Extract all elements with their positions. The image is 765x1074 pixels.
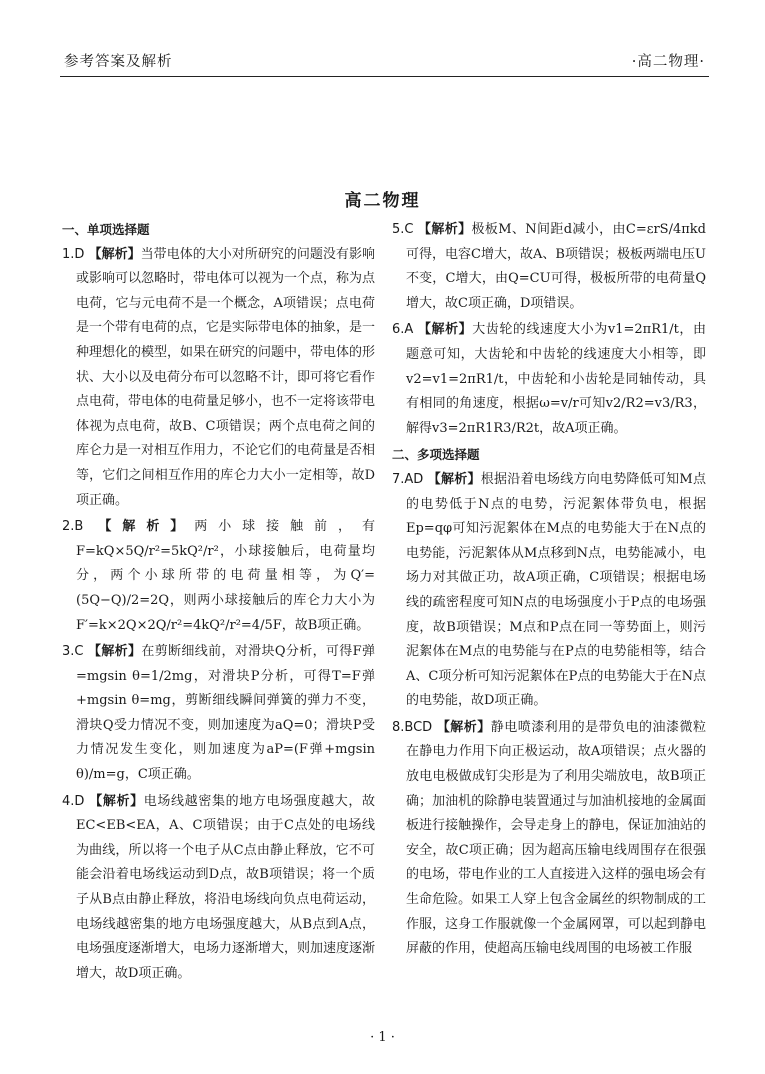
answer-number: 4.D (62, 793, 85, 809)
header-left: 参考答案及解析 (64, 54, 173, 70)
section-heading-single-choice: 一、单项选择题 (62, 222, 150, 237)
analysis-tag: 【解析】 (418, 322, 473, 338)
answer-item-8 (392, 716, 706, 962)
answer-item-5 (392, 218, 706, 316)
answer-text: 两小球接触前，有F=kQ×5Q/r²=5kQ²/r²，小球接触后，电荷量均分，两个小球所带的电荷量相等，为Q′=(5Q−Q)/2=2Q，则两小球接触后的库仑力大小为F′=k×2Q×2Q/r²=4kQ²/r²=4/5F，故B项正确。 (76, 519, 375, 633)
analysis-tag: 【解析】 (87, 644, 142, 660)
left-column (62, 218, 375, 988)
answer-item-3 (62, 640, 375, 788)
header-divider (60, 76, 709, 77)
analysis-tag: 【解析】 (89, 793, 144, 809)
page-number: · 1 · (370, 1030, 395, 1045)
answer-text: 静电喷漆利用的是带负电的油漆微粒在静电力作用下向正极运动，故A项错误；点火器的放电电极做成钉尖形是为了利用尖端放电，故B项正确；加油机的除静电装置通过与加油机接地的金属面板进行接触操作，会导走身上的静电，保证加油站的安全，故C项正确；因为超高压输电线周围存在很强的电场，带电作业的工人直接进入这样的强电场会有生命危险。如果工人穿上包含金属丝的织物制成的工作服，这身工作服就像一个金属网罩，可以起到静电屏蔽的作用，使超高压输电线周围的电场被工作服 (406, 719, 706, 957)
answer-item-7 (392, 468, 706, 714)
analysis-tag: 【解析】 (88, 246, 141, 262)
page-title: 高二物理 (344, 191, 421, 211)
answer-number: 1.D (62, 246, 85, 262)
answer-number: 6.A (392, 322, 414, 338)
answer-number: 2.B (62, 519, 84, 535)
analysis-tag: 【解析】 (436, 719, 491, 735)
right-column (392, 218, 706, 964)
answer-text: 极板M、N间距d减小，由C=εrS/4πkd可得，电容C增大，故A、B项错误；极板两端电压U不变，C增大，由Q=CU可得，极板所带的电荷量Q增大，故C项正确，D项错误。 (406, 222, 706, 311)
answer-text: 大齿轮的线速度大小为v1=2πR1/t，由题意可知，大齿轮和中齿轮的线速度大小相等，即v2=v1=2πR1/t，中齿轮和小齿轮是同轴传动，具有相同的角速度，根据ω=v/r可知v2/R2=v3/R3，解得v3=2πR1R3/R2t，故A项正确。 (406, 322, 706, 436)
answer-number: 5.C (392, 222, 414, 237)
answer-number: 8.BCD (392, 719, 433, 735)
section-heading-multiple-choice: 二、多项选择题 (392, 447, 480, 463)
answer-number: 7.AD (392, 471, 424, 487)
answer-item-1 (62, 243, 375, 514)
answer-item-4 (62, 790, 375, 987)
answer-text: 电场线越密集的地方电场强度越大，故EC<EB<EA，A、C项错误；由于C点处的电场线为曲线，所以将一个电子从C点由静止释放，它不可能会沿着电场线运动到D点，故B项错误；将一个质子从B点由静止释放，将沿电场线向负点电荷运动，电场线越密集的地方电场强度越大，从B点到A点，电场强度逐渐增大，电场力逐渐增大，则加速度逐渐增大，故D项正确。 (76, 793, 376, 981)
answer-text: 在剪断细线前，对滑块Q分析，可得F弹=mgsin θ=1/2mg，对滑块P分析，可得T=F弹+mgsin θ=mg，剪断细线瞬间弹簧的弹力不变，滑块Q受力情况不变，则加速度为aQ=0；滑块P受力情况发生变化，则加速度为aP=(F弹+mgsin θ)/m=g，C项正确。 (76, 644, 375, 783)
analysis-tag: 【解析】 (427, 471, 481, 487)
analysis-tag: 【解析】 (417, 222, 472, 237)
answer-text: 当带电体的大小对所研究的问题没有影响或影响可以忽略时，带电体可以视为一个点，称为点电荷，它与元电荷不是一个概念，A项错误；点电荷是一个带有电荷的点，它是实际带电体的抽象，是一种理想化的模型，如果在研究的问题中，带电体的形状、大小以及电荷分布可以忽略不计，即可将它看作点电荷，带电体的电荷量足够小，也不一定将该带电体视为点电荷，故B、C项错误；两个点电荷之间的库仑力是一对相互作用力，不论它们的电荷量是否相等，它们之间相互作用的库仑力大小一定相等，故D项正确。 (76, 246, 376, 508)
analysis-tag: 【解析】 (98, 519, 195, 535)
answer-number: 3.C (62, 644, 84, 660)
answer-text: 根据沿着电场线方向电势降低可知M点的电势低于N点的电势，污泥絮体带负电，根据Ep=qφ可知污泥絮体在M点的电势能大于在N点的电势能，污泥絮体从M点移到N点，电势能减小，电场力对其做正功，故A项正确，C项错误；根据电场线的疏密程度可知N点的电场强度小于P点的电场强度，故B项错误；M点和P点在同一等势面上，则污泥絮体在M点的电势能与在P点的电势能相等，结合A、C项分析可知污泥絮体在P点的电势能大于在N点的电势能，故D项正确。 (406, 471, 706, 709)
header-right: ·高二物理· (631, 54, 705, 70)
answer-item-6 (392, 318, 706, 441)
answer-item-2 (62, 515, 375, 638)
